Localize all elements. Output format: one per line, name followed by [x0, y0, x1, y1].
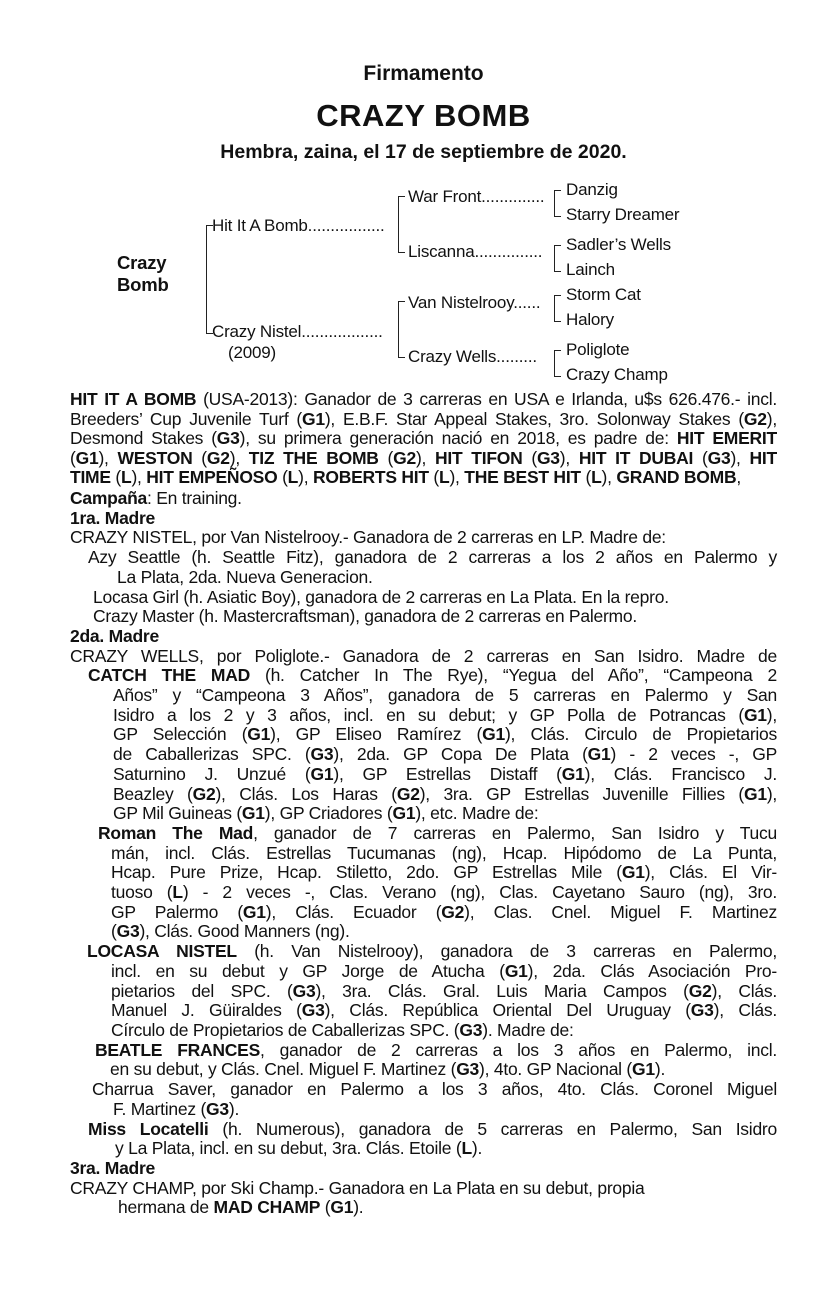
bold-text-run: BEATLE FRANCES — [95, 1039, 261, 1060]
text-line — [70, 1198, 777, 1218]
text-line — [70, 686, 777, 706]
text-run: ( — [580, 467, 592, 488]
pedigree-granddam-maternal: Crazy Wells......... — [408, 347, 537, 366]
text-run: ), — [98, 447, 118, 468]
pedigree-ggp-3: Sadler’s Wells — [566, 235, 671, 254]
text-run: ( — [110, 467, 122, 488]
text-run: ), — [559, 447, 579, 468]
text-run: Crazy Master (h. Mastercraftsman), ganadora de 2 carreras en Palermo. — [93, 606, 637, 627]
bold-text-run: G2 — [688, 980, 712, 1001]
pedigree-ggp-4: Lainch — [566, 260, 615, 279]
text-run: Saturnino J. Unzué ( — [113, 763, 311, 784]
pedigree-grandsire-paternal: War Front.............. — [408, 187, 545, 206]
text-run: en su debut, y Clás. Cnel. Miguel F. Martinez ( — [110, 1059, 457, 1080]
bold-text-run: 3ra. Madre — [70, 1157, 156, 1178]
text-run: Manuel J. Güiraldes ( — [111, 1000, 302, 1021]
text-line — [70, 1100, 777, 1120]
text-run: (h. Van Nistelrooy), ganadora de 3 carreras en Palermo, — [236, 941, 778, 962]
bold-text-run: G1 — [392, 803, 416, 824]
text-run: ), Clás. El Vir- — [644, 862, 778, 883]
pedigree-dam-year: (2009) — [228, 343, 276, 362]
text-line — [70, 745, 777, 765]
pedigree-tree — [0, 0, 827, 395]
text-run: ), Clás. — [713, 1000, 777, 1021]
pedigree-ggp-6: Halory — [566, 310, 614, 329]
text-run: ), GP Criadores ( — [264, 803, 393, 824]
text-run: ), Clás. Ecuador ( — [265, 901, 442, 922]
bold-text-run: G2 — [441, 901, 465, 922]
text-run: ), GP Estrellas Distaff ( — [333, 763, 562, 784]
text-run: ( — [111, 921, 117, 942]
text-run: CRAZY CHAMP, por Ski Champ.- Ganadora en La Plata en su debut, propia — [70, 1177, 645, 1198]
text-run: ), E.B.F. Star Appeal Stakes, 3ro. Solonway Stakes ( — [324, 408, 744, 429]
bold-text-run: MAD CHAMP — [213, 1197, 321, 1218]
horse-name-title: CRAZY BOMB — [316, 98, 531, 133]
bold-text-run: G3 — [116, 921, 140, 942]
text-run: ), — [601, 467, 617, 488]
pedigree-ggp-7: Poliglote — [566, 340, 630, 359]
bold-text-run: L — [121, 467, 132, 488]
text-run: , — [736, 467, 741, 488]
horse-description: Hembra, zaina, el 17 de septiembre de 2020. — [220, 141, 627, 163]
text-run: , ganador de 7 carreras en Palermo, San Isidro y Tucu — [253, 822, 777, 843]
bold-text-run: HIT EMERIT — [676, 428, 777, 449]
text-run: F. Martinez ( — [113, 1098, 207, 1119]
text-run: ), 2da. GP Copa De Plata ( — [333, 744, 588, 765]
bold-text-run: G3 — [690, 1000, 714, 1021]
text-line — [70, 647, 777, 667]
bold-text-run: L — [439, 467, 450, 488]
bold-text-run: G1 — [587, 744, 611, 765]
text-run: ), Clás. Los Haras ( — [215, 783, 397, 804]
text-run: : En training. — [147, 488, 242, 508]
text-run: ), — [131, 467, 147, 488]
text-run: ( — [693, 447, 708, 468]
pedigree-sire: Hit It A Bomb................. — [212, 216, 385, 235]
text-run: ), — [298, 467, 313, 488]
text-line — [70, 509, 777, 529]
pedigree-grandsire-maternal: Van Nistelrooy...... — [408, 293, 541, 312]
text-run: pietarios del SPC. ( — [111, 980, 293, 1001]
bold-text-run: G2 — [393, 447, 416, 468]
bold-text-run: HIT EMPEÑOSO — [146, 467, 278, 488]
text-run: ) - 2 veces -, GP — [610, 744, 777, 765]
bold-text-run: G1 — [743, 704, 767, 725]
text-run: ). — [228, 1098, 240, 1119]
text-line — [70, 410, 777, 430]
bold-text-run: G1 — [330, 1197, 354, 1218]
pedigree-root-line2: Bomb — [117, 273, 169, 295]
bold-text-run: CATCH THE MAD — [88, 665, 251, 686]
text-run: GP Palermo ( — [111, 901, 243, 922]
bold-text-run: L — [287, 467, 299, 488]
text-run: ( — [277, 467, 288, 488]
bold-text-run: 2da. Madre — [70, 625, 159, 646]
bold-text-run: G3 — [310, 744, 334, 765]
text-line — [70, 468, 777, 488]
pedigree-granddam-paternal: Liscanna............... — [408, 242, 543, 261]
produce-record — [70, 489, 777, 1218]
text-line — [70, 1041, 777, 1061]
text-line — [70, 725, 777, 745]
bold-text-run: G3 — [456, 1059, 480, 1080]
text-line — [70, 765, 777, 785]
text-run: Años” y “Campeona 3 Años”, ganadora de 5 carreras en Palermo y San — [113, 685, 777, 706]
text-line — [70, 1080, 777, 1100]
text-run: Isidro a los 2 y 3 años, incl. en su debut; y GP Polla de Potrancas ( — [113, 704, 744, 725]
pedigree-bracket — [554, 350, 561, 377]
text-run: ), GP Eliseo Ramírez ( — [270, 724, 483, 745]
text-run: La Plata, 2da. Nueva Generacion. — [117, 566, 373, 587]
bold-text-run: HIT IT A BOMB — [70, 389, 197, 409]
text-line — [70, 1021, 777, 1041]
text-line — [70, 824, 777, 844]
text-line — [70, 588, 777, 608]
bold-text-run: L — [591, 467, 602, 488]
text-line — [70, 863, 777, 883]
bold-text-run: Roman The Mad — [98, 822, 254, 843]
text-run: ), 2da. Clás Asociación Pro- — [527, 960, 777, 981]
text-line — [70, 528, 777, 548]
text-run: ), Clás. Francisco J. — [584, 763, 777, 784]
text-run: ) - 2 veces -, Clas. Verano (ng), Clas. Cayetano Sauro (ng), 3ro. — [182, 882, 778, 903]
bold-text-run: G3 — [707, 447, 731, 468]
bold-text-run: G3 — [216, 428, 240, 449]
text-run: ), Clás. Circulo de Propietarios — [504, 724, 778, 745]
bold-text-run: 1ra. Madre — [70, 507, 156, 528]
bold-text-run: G3 — [536, 447, 560, 468]
text-line — [70, 1159, 777, 1179]
text-run: CRAZY WELLS, por Poliglote.- Ganadora de 2 carreras en San Isidro. Madre de — [70, 645, 777, 666]
bold-text-run: G1 — [743, 783, 767, 804]
text-run: ), — [766, 408, 777, 429]
text-run: ), etc. Madre de: — [415, 803, 539, 824]
text-run: ), — [415, 447, 435, 468]
text-run: CRAZY NISTEL, por Van Nistelrooy.- Ganadora de 2 carreras en LP. Madre de: — [70, 527, 666, 548]
pedigree-bracket — [554, 190, 561, 217]
bold-text-run: G2 — [192, 783, 216, 804]
text-line — [70, 942, 777, 962]
text-line — [70, 922, 777, 942]
text-run: ( — [70, 447, 76, 468]
text-run: ), Clás. — [711, 980, 777, 1001]
bold-text-run: G3 — [206, 1098, 229, 1119]
bold-text-run: G1 — [621, 862, 645, 883]
text-run: ), 3ra. GP Estrellas Juvenille Fillies ( — [419, 783, 744, 804]
text-run: ), — [730, 447, 750, 468]
text-run: ), — [229, 447, 249, 468]
text-run: GP Mil Guineas ( — [113, 803, 242, 824]
text-run: ). — [353, 1197, 364, 1218]
text-line — [70, 429, 777, 449]
text-run: ), Clás. Good Manners (ng). — [139, 921, 350, 942]
text-run: ). Madre de: — [482, 1019, 574, 1040]
text-line — [70, 1120, 777, 1140]
bold-text-run: L — [461, 1138, 472, 1159]
bold-text-run: GRAND BOMB — [616, 467, 737, 488]
bold-text-run: G3 — [292, 980, 316, 1001]
text-line — [70, 568, 777, 588]
text-line — [70, 390, 777, 410]
text-run: ). — [654, 1059, 666, 1080]
pedigree-bracket — [554, 245, 561, 272]
text-line — [70, 1139, 777, 1159]
text-run: ( — [428, 467, 440, 488]
text-run: ), Clás. República Oriental Del Uruguay ( — [324, 1000, 691, 1021]
pedigree-root-name — [117, 252, 169, 295]
text-run: Azy Seattle (h. Seattle Fitz), ganadora de 2 carreras a los 2 años en Palermo y — [88, 547, 777, 568]
text-run: ( — [522, 447, 537, 468]
stud-name: Firmamento — [363, 62, 484, 85]
pedigree-ggp-2: Starry Dreamer — [566, 205, 680, 224]
text-line — [70, 1060, 777, 1080]
text-line — [70, 706, 777, 726]
text-run: hermana de — [118, 1197, 214, 1218]
text-run: ( — [192, 447, 207, 468]
pedigree-ggp-1: Danzig — [566, 180, 618, 199]
text-run: (USA-2013): Ganador de 3 carreras en USA e Irlanda, u$s 626.476.- incl. — [196, 389, 777, 409]
text-line — [70, 627, 777, 647]
text-line — [70, 449, 777, 469]
text-line — [70, 785, 777, 805]
pedigree-bracket — [398, 301, 405, 358]
text-run: (h. Catcher In The Rye), “Yegua del Año”, “Campeona 2 — [250, 665, 777, 686]
pedigree-dam: Crazy Nistel.................. — [212, 322, 383, 341]
pedigree-bracket — [206, 225, 213, 334]
bold-text-run: L — [172, 882, 183, 903]
bold-text-run: Campaña — [70, 488, 148, 508]
text-run: ), su primera generación nació en 2018, es padre de: — [239, 428, 677, 449]
bold-text-run: G1 — [247, 724, 271, 745]
bold-text-run: ROBERTS HIT — [312, 467, 429, 488]
bold-text-run: LOCASA NISTEL — [87, 941, 237, 962]
bold-text-run: G2 — [206, 447, 230, 468]
text-line — [70, 804, 777, 824]
text-run: Breeders’ Cup Juvenile Turf ( — [70, 408, 302, 429]
bold-text-run: WESTON — [117, 447, 193, 468]
text-run: tuoso ( — [111, 882, 173, 903]
text-run: de Caballerizas SPC. ( — [113, 744, 311, 765]
text-line — [70, 607, 777, 627]
text-line — [70, 982, 777, 1002]
pedigree-bracket — [398, 196, 405, 253]
text-run: ), — [766, 783, 778, 804]
bold-text-run: HIT — [749, 447, 777, 468]
text-run: mán, incl. Clás. Estrellas Tucumanas (ng), Hcap. Hipódomo de La Punta, — [111, 842, 777, 863]
text-run: GP Selección ( — [113, 724, 248, 745]
text-line — [70, 903, 777, 923]
text-run: , ganador de 2 carreras a los 3 años en Palermo, incl. — [260, 1039, 777, 1060]
text-run: Locasa Girl (h. Asiatic Boy), ganadora de 2 carreras en La Plata. En la repro. — [93, 586, 669, 607]
text-line — [70, 844, 777, 864]
text-line — [70, 1179, 777, 1199]
text-line — [70, 666, 777, 686]
text-run: Hcap. Pure Prize, Hcap. Stiletto, 2do. GP Estrellas Mile ( — [111, 862, 622, 883]
text-run: Charrua Saver, ganador en Palermo a los 3 años, 4to. Clás. Coronel Miguel — [92, 1079, 777, 1100]
text-run: ( — [378, 447, 394, 468]
text-run: (h. Numerous), ganadora de 5 carreras en Palermo, San Isidro — [208, 1118, 777, 1139]
bold-text-run: TIZ THE BOMB — [248, 447, 379, 468]
bold-text-run: G1 — [482, 724, 505, 745]
text-run: ), 4to. GP Nacional ( — [479, 1059, 633, 1080]
bold-text-run: HIT TIFON — [434, 447, 523, 468]
text-run: ). — [471, 1138, 483, 1159]
text-run: incl. en su debut y GP Jorge de Atucha ( — [111, 960, 505, 981]
bold-text-run: TIME — [70, 467, 111, 488]
bold-text-run: THE BEST HIT — [464, 467, 581, 488]
pedigree-ggp-5: Storm Cat — [566, 285, 641, 304]
pedigree-root-line1: Crazy — [117, 252, 167, 273]
text-line — [70, 883, 777, 903]
text-line — [70, 548, 777, 568]
bold-text-run: G1 — [632, 1059, 655, 1080]
bold-text-run: G1 — [301, 408, 325, 429]
text-run: ), Clas. Cnel. Miguel F. Martinez — [464, 901, 777, 922]
text-run: ), — [766, 704, 777, 725]
text-run: Beazley ( — [113, 783, 193, 804]
bold-text-run: G2 — [396, 783, 420, 804]
sire-record — [70, 390, 777, 488]
bold-text-run: G1 — [242, 901, 266, 922]
text-run: Desmond Stakes ( — [70, 428, 217, 449]
bold-text-run: Miss Locatelli — [88, 1118, 209, 1139]
text-run: y La Plata, incl. en su debut, 3ra. Clás. Etoile ( — [115, 1138, 462, 1159]
bold-text-run: G2 — [743, 408, 767, 429]
text-run: ( — [320, 1197, 331, 1218]
bold-text-run: G1 — [561, 763, 585, 784]
bold-text-run: HIT IT DUBAI — [578, 447, 694, 468]
bold-text-run: G1 — [241, 803, 265, 824]
pedigree-ggp-8: Crazy Champ — [566, 365, 668, 384]
pedigree-bracket — [554, 295, 561, 322]
bold-text-run: G1 — [504, 960, 528, 981]
text-run: ), — [449, 467, 465, 488]
text-run: ), 3ra. Clás. Gral. Luis Maria Campos ( — [315, 980, 689, 1001]
bold-text-run: G1 — [310, 763, 334, 784]
text-run: Círculo de Propietarios de Caballerizas SPC. ( — [111, 1019, 460, 1040]
bold-text-run: G1 — [75, 447, 99, 468]
text-line — [70, 489, 777, 509]
bold-text-run: G3 — [459, 1019, 483, 1040]
text-line — [70, 962, 777, 982]
bold-text-run: G3 — [301, 1000, 325, 1021]
text-line — [70, 1001, 777, 1021]
